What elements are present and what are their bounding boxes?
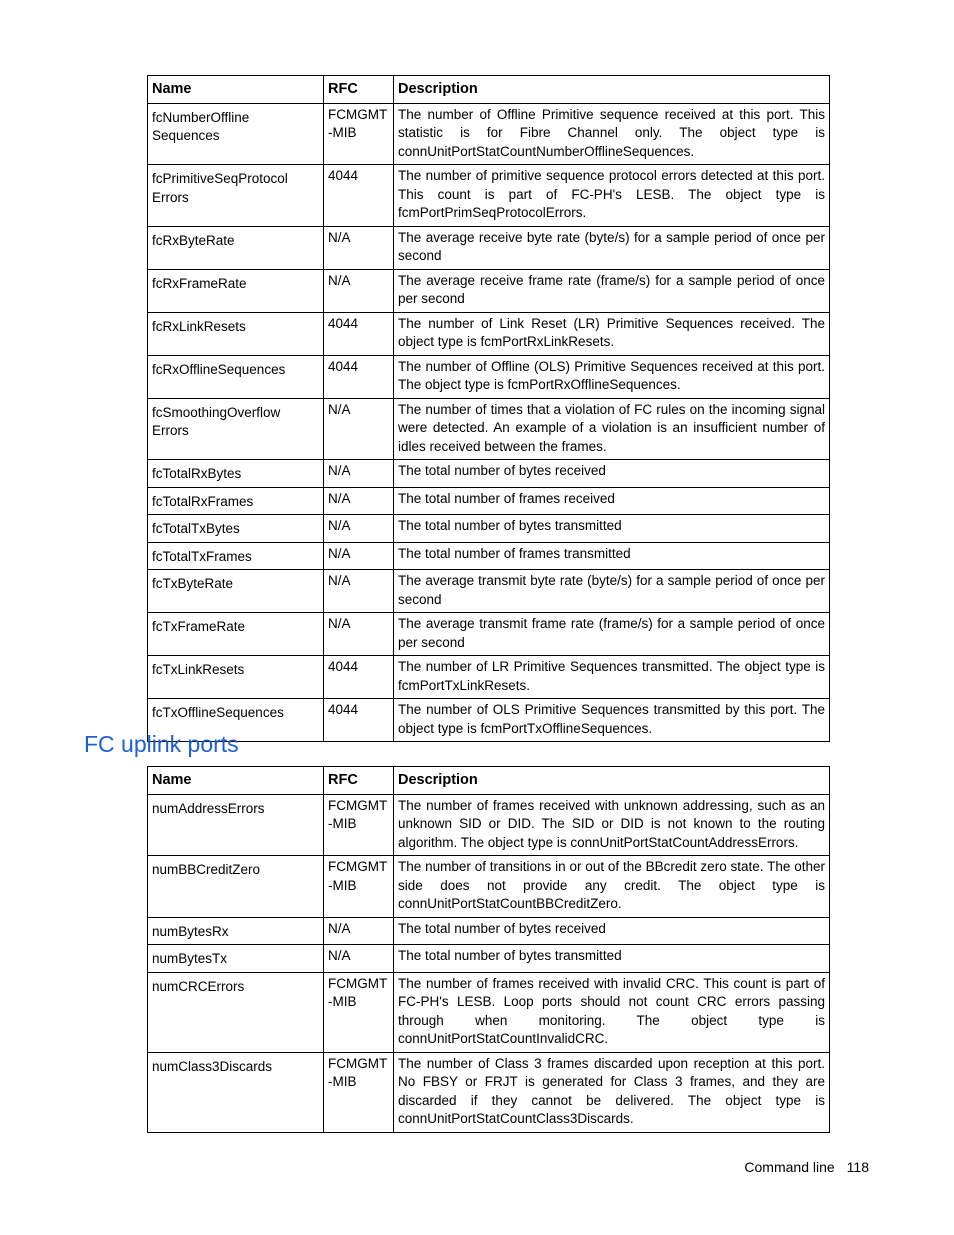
page-number: 118 xyxy=(846,1159,869,1175)
cell-name: numClass3Discards xyxy=(148,1052,324,1132)
column-header-name: Name xyxy=(148,767,324,795)
cell-name: fcTxByteRate xyxy=(148,570,324,613)
column-header-description: Description xyxy=(394,767,830,795)
cell-name: fcRxOfflineSequences xyxy=(148,355,324,398)
cell-rfc: 4044 xyxy=(324,312,394,355)
column-header-description: Description xyxy=(394,76,830,104)
cell-name: numBytesTx xyxy=(148,945,324,973)
cell-description: The total number of bytes transmitted xyxy=(394,945,830,973)
cell-description: The number of transitions in or out of the BBcredit zero state. The other side does not provide any credit. The object type is connUnitPortStatCountBBCreditZero. xyxy=(394,856,830,918)
cell-description: The number of Offline (OLS) Primitive Sequences received at this port. The object type is fcmPortRxOfflineSequences. xyxy=(394,355,830,398)
cell-description: The number of frames received with invalid CRC. This count is part of FC-PH's LESB. Loop ports should not count CRC errors passing through when monitoring. The object type is connUnitPortStatCountInvalidCRC. xyxy=(394,972,830,1052)
column-header-name: Name xyxy=(148,76,324,104)
cell-name: fcTxFrameRate xyxy=(148,613,324,656)
cell-description: The number of times that a violation of FC rules on the incoming signal were detected. An example of a violation is an insufficient number of idles received between the frames. xyxy=(394,398,830,460)
cell-description: The total number of bytes received xyxy=(394,917,830,945)
table-row xyxy=(148,165,830,227)
cell-rfc: N/A xyxy=(324,917,394,945)
cell-description: The number of Offline Primitive sequence received at this port. This statistic is for Fibre Channel only. The object type is connUnitPortStatCountNumberOfflineSequences. xyxy=(394,103,830,165)
fc-uplink-ports-table xyxy=(147,766,830,1133)
cell-name: fcNumberOffline Sequences xyxy=(148,103,324,165)
cell-rfc: FCMGMT -MIB xyxy=(324,103,394,165)
cell-name: numBytesRx xyxy=(148,917,324,945)
cell-rfc: N/A xyxy=(324,460,394,488)
cell-rfc: N/A xyxy=(324,542,394,570)
cell-name: fcRxFrameRate xyxy=(148,269,324,312)
cell-name: fcTxOfflineSequences xyxy=(148,699,324,742)
table-row xyxy=(148,542,830,570)
cell-description: The average receive frame rate (frame/s) for a sample period of once per second xyxy=(394,269,830,312)
cell-description: The total number of bytes transmitted xyxy=(394,515,830,543)
cell-rfc: FCMGMT -MIB xyxy=(324,1052,394,1132)
table-row xyxy=(148,613,830,656)
table-row xyxy=(148,1052,830,1132)
cell-rfc: 4044 xyxy=(324,165,394,227)
page-footer xyxy=(744,1159,869,1175)
cell-description: The number of OLS Primitive Sequences transmitted by this port. The object type is fcmPortTxOfflineSequences. xyxy=(394,699,830,742)
table-row xyxy=(148,269,830,312)
table-row xyxy=(148,856,830,918)
table-row xyxy=(148,355,830,398)
cell-description: The average receive byte rate (byte/s) for a sample period of once per second xyxy=(394,226,830,269)
cell-rfc: N/A xyxy=(324,487,394,515)
cell-description: The total number of frames received xyxy=(394,487,830,515)
table-header-row xyxy=(148,76,830,104)
table-row xyxy=(148,312,830,355)
table-row xyxy=(148,945,830,973)
cell-description: The average transmit byte rate (byte/s) for a sample period of once per second xyxy=(394,570,830,613)
cell-rfc: N/A xyxy=(324,398,394,460)
cell-name: fcTotalTxBytes xyxy=(148,515,324,543)
table-row xyxy=(148,656,830,699)
cell-name: fcSmoothingOverflow Errors xyxy=(148,398,324,460)
cell-description: The number of frames received with unknown addressing, such as an unknown SID or DID. The SID or DID is not known to the routing algorithm. The object type is connUnitPortStatCountAddressErrors. xyxy=(394,794,830,856)
cell-rfc: N/A xyxy=(324,269,394,312)
table-header-row xyxy=(148,767,830,795)
cell-rfc: FCMGMT -MIB xyxy=(324,972,394,1052)
cell-description: The number of Class 3 frames discarded upon reception at this port. No FBSY or FRJT is generated for Class 3 frames, and they are discarded if they cannot be delivered. The object type is connUnitPortStatCountClass3Discards. xyxy=(394,1052,830,1132)
cell-description: The number of LR Primitive Sequences transmitted. The object type is fcmPortTxLinkResets. xyxy=(394,656,830,699)
cell-name: fcTotalRxFrames xyxy=(148,487,324,515)
table-row xyxy=(148,515,830,543)
section-heading-fc-uplink-ports: FC uplink ports xyxy=(84,731,239,757)
cell-rfc: 4044 xyxy=(324,355,394,398)
cell-name: fcTxLinkResets xyxy=(148,656,324,699)
column-header-rfc: RFC xyxy=(324,76,394,104)
table-row xyxy=(148,917,830,945)
cell-name: fcRxByteRate xyxy=(148,226,324,269)
cell-description: The number of Link Reset (LR) Primitive Sequences received. The object type is fcmPortRxLinkResets. xyxy=(394,312,830,355)
cell-description: The total number of frames transmitted xyxy=(394,542,830,570)
cell-name: fcPrimitiveSeqProtocol Errors xyxy=(148,165,324,227)
cell-name: fcTotalRxBytes xyxy=(148,460,324,488)
cell-rfc: 4044 xyxy=(324,656,394,699)
cell-rfc: N/A xyxy=(324,613,394,656)
cell-rfc: FCMGMT -MIB xyxy=(324,794,394,856)
cell-name: numCRCErrors xyxy=(148,972,324,1052)
table-row xyxy=(148,103,830,165)
counters-table xyxy=(147,75,830,742)
cell-rfc: FCMGMT -MIB xyxy=(324,856,394,918)
cell-name: numBBCreditZero xyxy=(148,856,324,918)
column-header-rfc: RFC xyxy=(324,767,394,795)
cell-name: numAddressErrors xyxy=(148,794,324,856)
cell-rfc: N/A xyxy=(324,515,394,543)
footer-label: Command line xyxy=(744,1159,835,1175)
cell-rfc: 4044 xyxy=(324,699,394,742)
cell-rfc: N/A xyxy=(324,945,394,973)
table-row xyxy=(148,972,830,1052)
table-row xyxy=(148,487,830,515)
cell-name: fcRxLinkResets xyxy=(148,312,324,355)
table-row xyxy=(148,460,830,488)
table-row xyxy=(148,398,830,460)
cell-name: fcTotalTxFrames xyxy=(148,542,324,570)
cell-description: The number of primitive sequence protocol errors detected at this port. This count is part of FC-PH's LESB. The object type is fcmPortPrimSeqProtocolErrors. xyxy=(394,165,830,227)
table-row xyxy=(148,570,830,613)
cell-description: The total number of bytes received xyxy=(394,460,830,488)
cell-rfc: N/A xyxy=(324,570,394,613)
table-row xyxy=(148,226,830,269)
table-row xyxy=(148,794,830,856)
cell-rfc: N/A xyxy=(324,226,394,269)
cell-description: The average transmit frame rate (frame/s) for a sample period of once per second xyxy=(394,613,830,656)
table-row xyxy=(148,699,830,742)
